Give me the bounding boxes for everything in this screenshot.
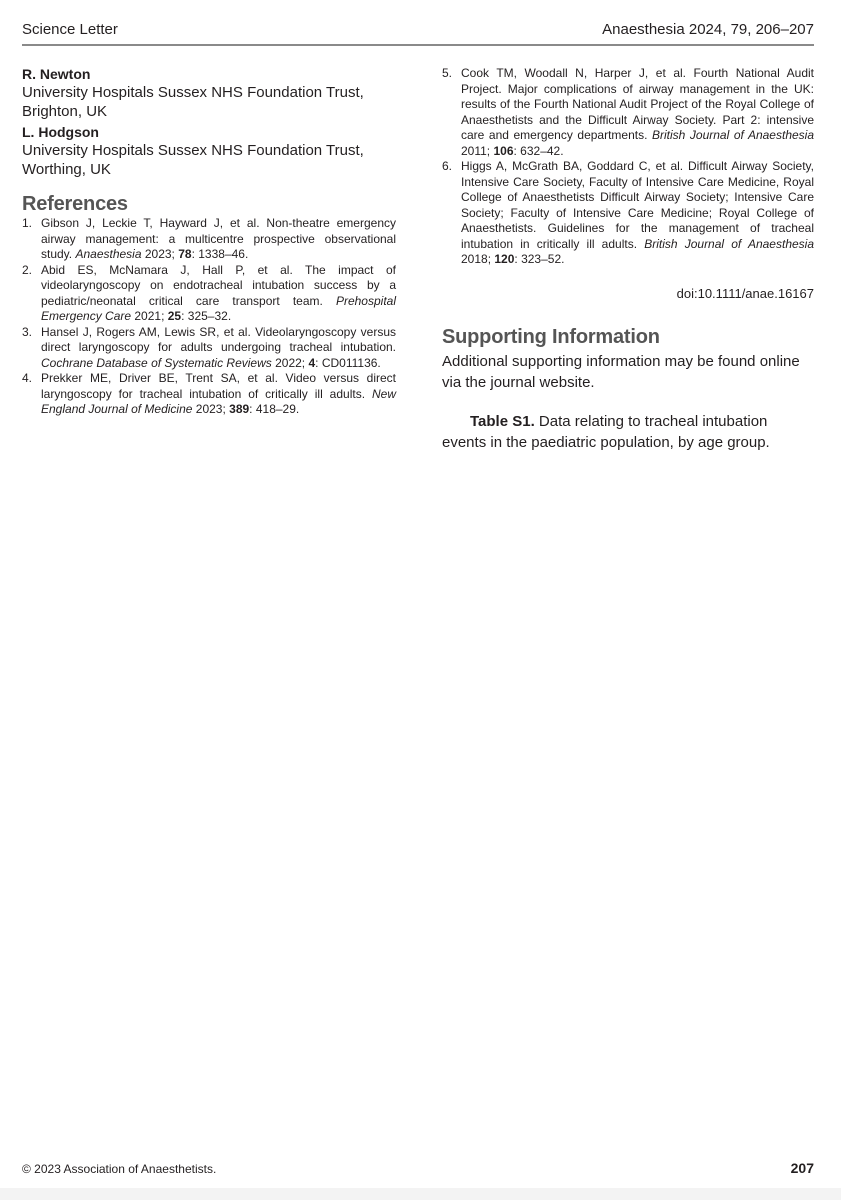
reference-item (22, 325, 396, 372)
reference-volume: 120 (494, 252, 515, 266)
copyright-notice: © 2023 Association of Anaesthetists. (22, 1162, 217, 1176)
reference-journal: Anaesthesia (75, 247, 142, 261)
reference-text: Prekker ME, Driver BE, Trent SA, et al. Video versus direct laryngoscopy for tracheal intubation of critically ill adults. (41, 371, 396, 401)
reference-volume: 78 (178, 247, 192, 261)
reference-text: Cook TM, Woodall N, Harper J, et al. Fourth National Audit Project. Major complications of airway management in the UK: results of the Fourth National Audit Project of the Royal College of Anaesthetists and the Difficult Airway Society. Part 2: intensive care and emergency departments. (461, 66, 814, 142)
reference-list (22, 216, 396, 418)
reference-journal: Cochrane Database of Systematic Reviews (41, 355, 272, 370)
reference-year: 2018; (461, 252, 495, 266)
author-name: R. Newton (22, 66, 91, 82)
reference-year: 2021; (131, 309, 168, 323)
reference-year: 2023; (192, 402, 230, 416)
reference-number: 3. (22, 324, 33, 339)
reference-year: 2023; (141, 247, 179, 261)
page-header (22, 18, 814, 46)
reference-volume: 4 (308, 355, 316, 370)
reference-journal: Prehospital Emergency Care (41, 293, 396, 323)
author-block (22, 66, 396, 179)
page-bottom-edge (0, 1188, 841, 1200)
reference-item (22, 263, 396, 325)
reference-item (22, 371, 396, 418)
reference-text: Hansel J, Rogers AM, Lewis SR, et al. Videolaryngoscopy versus direct laryngoscopy for adults undergoing tracheal intubation. (41, 324, 396, 354)
reference-journal: British Journal of Anaesthesia (644, 236, 814, 251)
reference-item (22, 216, 396, 263)
author-affiliation: University Hospitals Sussex NHS Foundation Trust, Brighton, UK (22, 84, 364, 120)
article-type: Science Letter (22, 21, 118, 38)
reference-pages: : 1338–46. (191, 247, 249, 261)
doi-link[interactable]: doi:10.1111/anae.16167 (676, 285, 814, 301)
author-name: L. Hodgson (22, 124, 99, 140)
reference-number: 2. (22, 262, 33, 277)
reference-journal: New England Journal of Medicine (41, 386, 396, 416)
table-s1-label: Table S1. (470, 412, 535, 430)
reference-number: 5. (442, 66, 453, 80)
left-column (22, 66, 396, 418)
reference-year: 2022; (271, 355, 309, 370)
reference-pages: : 323–52. (514, 252, 565, 266)
references-heading: References (22, 193, 128, 215)
supporting-information-heading: Supporting Information (442, 325, 660, 348)
reference-pages: : 325–32. (181, 309, 232, 323)
page-number: 207 (790, 1160, 814, 1176)
journal-citation: Anaesthesia 2024, 79, 206–207 (602, 21, 814, 38)
reference-list-continued (442, 66, 814, 268)
reference-text: Gibson J, Leckie T, Hayward J, et al. Non-theatre emergency airway management: a multicentre prospective observational study. (41, 216, 396, 261)
reference-text: Abid ES, McNamara J, Hall P, et al. The impact of videolaryngoscopy on endotracheal intubation success by a pediatric/neonatal critical care transport team. (41, 262, 396, 308)
reference-volume: 389 (229, 402, 250, 416)
reference-year: 2011; (461, 143, 494, 158)
reference-pages: : CD011136. (315, 355, 381, 370)
reference-text: Higgs A, McGrath BA, Goddard C, et al. Difficult Airway Society, Intensive Care Society, Faculty of Intensive Care Medicine, Royal College of Anaesthetists Difficult Airway Society; Intensive Care Society; Faculty of Intensive Care Medicine; Royal College of Anaesthetists. Guidelines for the management of tracheal intubation in critically ill adults. (461, 159, 814, 251)
reference-journal: British Journal of Anaesthesia (652, 128, 815, 142)
reference-volume: 106 (493, 143, 514, 158)
table-s1-caption (442, 411, 814, 453)
reference-item (442, 159, 814, 268)
reference-item (442, 66, 814, 159)
reference-number: 1. (22, 216, 33, 230)
supporting-information-text: Additional supporting information may be found online via the journal website. (442, 352, 800, 391)
reference-number: 4. (22, 371, 33, 385)
author-affiliation: University Hospitals Sussex NHS Foundation Trust, Worthing, UK (22, 142, 364, 178)
reference-pages: : 418–29. (249, 402, 300, 416)
reference-number: 6. (442, 159, 453, 173)
table-s1-text: Data relating to tracheal intubation events in the paediatric population, by age group. (442, 412, 770, 451)
reference-volume: 25 (167, 309, 182, 323)
reference-pages: : 632–42. (513, 143, 564, 158)
right-column (442, 66, 814, 453)
